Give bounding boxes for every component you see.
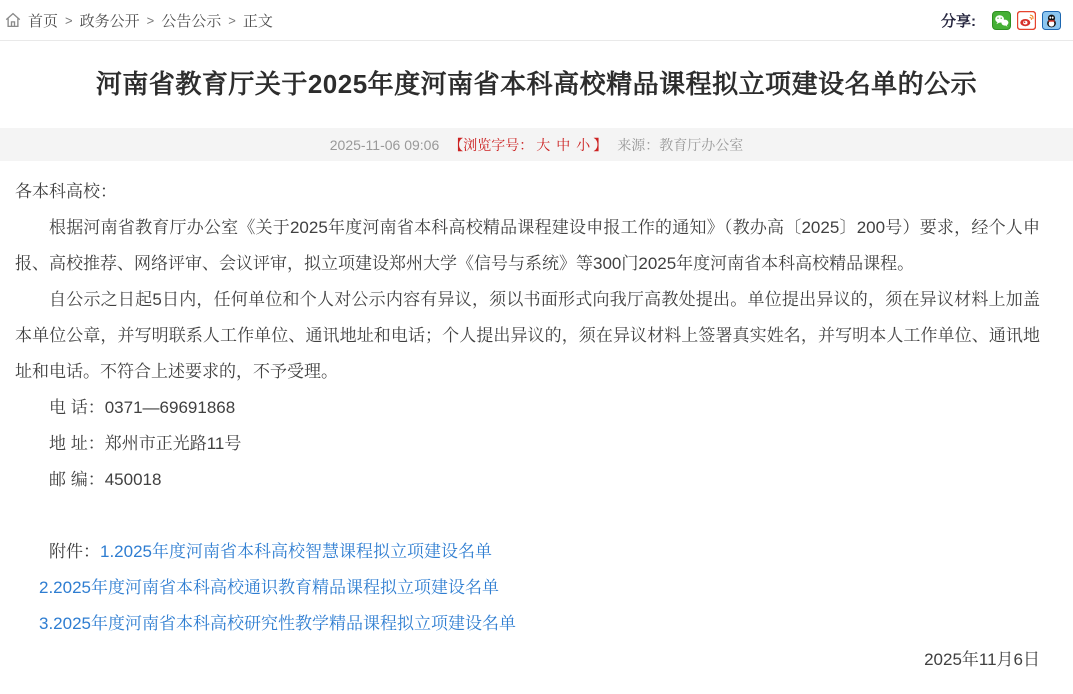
home-icon[interactable] (4, 11, 22, 29)
attachment-link-2[interactable]: 2.2025年度河南省本科高校通识教育精品课程拟立项建设名单 (39, 578, 499, 597)
font-size-medium[interactable]: 中 (556, 136, 571, 153)
breadcrumb-home[interactable]: 首页 (28, 12, 59, 30)
blank-line (15, 498, 1040, 534)
attachment-line-3 (15, 606, 1040, 642)
article-body (0, 161, 1073, 678)
publish-datetime: 2025-11-06 09:06 (329, 136, 440, 153)
breadcrumb-gonggao[interactable]: 公告公示 (161, 12, 222, 30)
attachments-label: 附件： (49, 542, 100, 561)
contact-zipcode: 邮 编：450018 (49, 470, 162, 489)
breadcrumb-current: 正文 (242, 12, 273, 30)
contact-address: 地 址：郑州市正光路11号 (49, 434, 242, 453)
wechat-share-icon[interactable] (992, 11, 1011, 30)
contact-phone: 电 话：0371—69691868 (49, 398, 236, 417)
weibo-share-icon[interactable] (1017, 11, 1036, 30)
attachment-link-1[interactable]: 1.2025年度河南省本科高校智慧课程拟立项建设名单 (100, 542, 492, 561)
paragraph-1: 根据河南省教育厅办公室《关于2025年度河南省本科高校精品课程建设申报工作的通知》（教办高〔2025〕200号）要求，经个人申报、高校推荐、网络评审、会议评审，拟立项建设郑州大学《信号与系统》等300门2025年度河南省本科高校精品课程。 (15, 218, 1040, 273)
attachment-line-2 (15, 570, 1040, 606)
title-section (0, 41, 1073, 128)
font-size-small[interactable]: 小 (576, 136, 591, 153)
attachment-line-1 (15, 534, 1040, 570)
font-size-prefix: 【浏览字号： (449, 136, 534, 153)
attachment-link-3[interactable]: 3.2025年度河南省本科高校研究性教学精品课程拟立项建设名单 (39, 614, 516, 633)
breadcrumb-separator: > (146, 12, 155, 28)
share-label: 分享: (941, 12, 976, 30)
salutation: 各本科高校： (15, 182, 117, 201)
source (617, 135, 743, 155)
font-size-suffix: 】 (593, 136, 608, 153)
page-title: 河南省教育厅关于2025年度河南省本科高校精品课程拟立项建设名单的公示 (95, 69, 978, 100)
font-size-large[interactable]: 大 (536, 136, 551, 153)
qq-share-icon[interactable] (1042, 11, 1061, 30)
source-label: 来源： (617, 136, 660, 153)
breadcrumb-zhengwu[interactable]: 政务公开 (79, 12, 140, 30)
share-box (941, 10, 1061, 31)
breadcrumb-separator: > (65, 12, 73, 28)
source-value: 教育厅办公室 (659, 136, 744, 153)
breadcrumb (0, 0, 1073, 41)
font-size-control (449, 135, 607, 155)
paragraph-2: 自公示之日起5日内，任何单位和个人对公示内容有异议，须以书面形式向我厅高教处提出。单位提出异议的，须在异议材料上加盖本单位公章，并写明联系人工作单位、通讯地址和电话；个人提出异议的，须在异议材料上签署真实姓名，并写明本人工作单位、通讯地址和电话。不符合上述要求的，不予受理。 (15, 290, 1040, 381)
meta-bar (0, 128, 1073, 161)
breadcrumb-separator: > (228, 12, 236, 28)
sign-date: 2025年11月6日 (924, 650, 1040, 669)
